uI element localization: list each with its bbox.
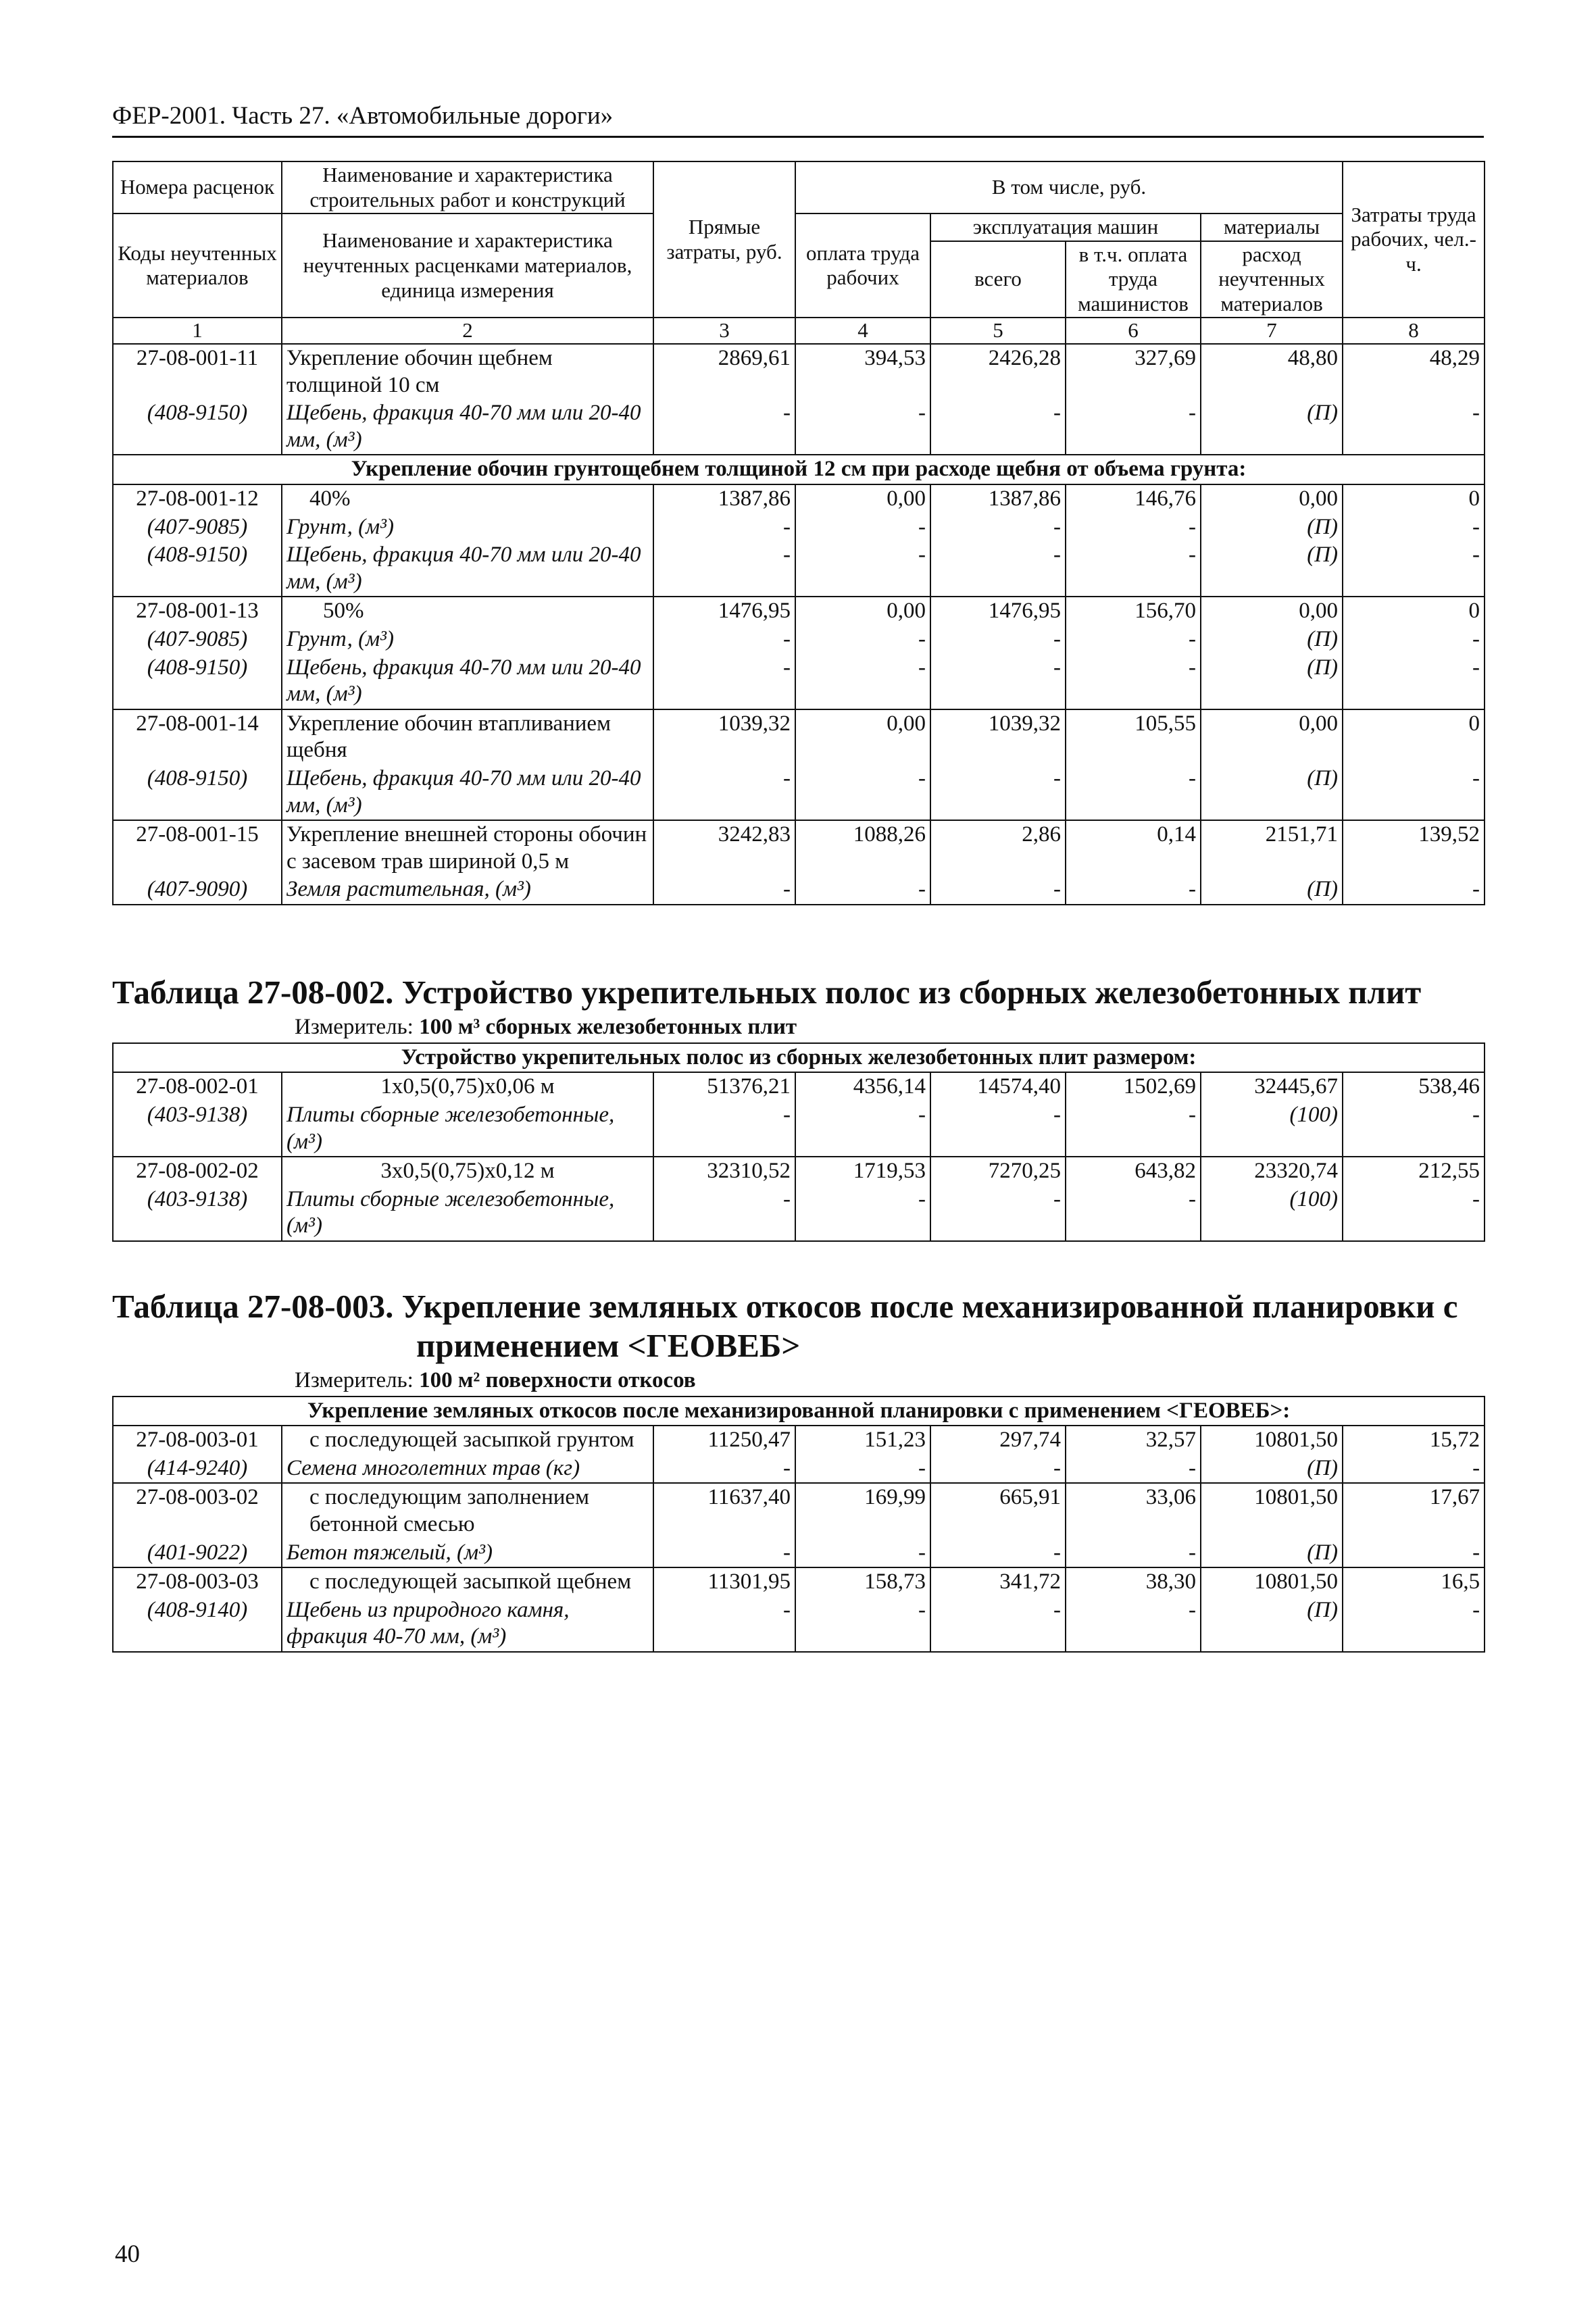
dash-cell: - [1066, 399, 1201, 455]
labor-hours: 538,46 [1343, 1072, 1485, 1101]
material-mark: (П) [1201, 876, 1343, 905]
dash-cell: - [930, 1455, 1066, 1484]
machinists-pay: 327,69 [1066, 344, 1201, 399]
labor-hours: 212,55 [1343, 1157, 1485, 1186]
dash-cell: - [930, 765, 1066, 820]
material-code: (407-9090) [113, 876, 282, 905]
dash-cell: - [653, 765, 795, 820]
material-code: (408-9150) [113, 654, 282, 709]
dash-cell: - [1066, 541, 1201, 597]
table-row [113, 1483, 1485, 1538]
col-number: 8 [1343, 318, 1485, 344]
col-header-1a: Номера расценок [113, 161, 282, 213]
material-code: (401-9022) [113, 1539, 282, 1568]
material-row [113, 1186, 1485, 1241]
direct-cost: 11250,47 [653, 1426, 795, 1455]
labor-pay: 4356,14 [795, 1072, 930, 1101]
dash-cell: - [795, 399, 930, 455]
table-row [113, 484, 1485, 513]
labor-hours: 15,72 [1343, 1426, 1485, 1455]
dash-cell: - [1343, 1101, 1485, 1157]
meter-line [112, 1015, 1484, 1040]
table-row [113, 1567, 1485, 1596]
material-mark: (П) [1201, 541, 1343, 597]
material-mark: (100) [1201, 1186, 1343, 1241]
direct-cost: 1387,86 [653, 484, 795, 513]
labor-pay: 394,53 [795, 344, 930, 399]
rate-code: 27-08-003-02 [113, 1483, 282, 1538]
machinists-pay: 33,06 [1066, 1483, 1201, 1538]
table-row [113, 709, 1485, 765]
materials-cost: 0,00 [1201, 709, 1343, 765]
machinists-pay: 146,76 [1066, 484, 1201, 513]
material-name: Щебень, фракция 40-70 мм или 20-40 мм, (м³) [282, 654, 653, 709]
labor-pay: 151,23 [795, 1426, 930, 1455]
machines-total: 2426,28 [930, 344, 1066, 399]
materials-cost: 10801,50 [1201, 1567, 1343, 1596]
material-code: (408-9150) [113, 541, 282, 597]
machinists-pay: 643,82 [1066, 1157, 1201, 1186]
material-mark: (П) [1201, 1596, 1343, 1652]
col-header-5: всего [930, 241, 1066, 318]
labor-hours: 48,29 [1343, 344, 1485, 399]
materials-cost: 48,80 [1201, 344, 1343, 399]
labor-hours: 17,67 [1343, 1483, 1485, 1538]
machines-total: 2,86 [930, 820, 1066, 876]
materials-cost: 2151,71 [1201, 820, 1343, 876]
section-title: Устройство укрепительных полос из сборных железобетонных плит размером: [113, 1043, 1485, 1073]
machines-total: 7270,25 [930, 1157, 1066, 1186]
work-name: с последующим заполнением бетонной смесью [282, 1483, 653, 1538]
labor-pay: 1719,53 [795, 1157, 930, 1186]
machinists-pay: 105,55 [1066, 709, 1201, 765]
table-27-08-002 [112, 973, 1484, 1242]
material-name: Щебень, фракция 40-70 мм или 20-40 мм, (м³) [282, 541, 653, 597]
material-name: Щебень, фракция 40-70 мм или 20-40 мм, (м³) [282, 399, 653, 455]
meter-label: Измеритель: [295, 1014, 414, 1039]
rate-code: 27-08-001-14 [113, 709, 282, 765]
material-row [113, 399, 1485, 455]
materials-cost: 23320,74 [1201, 1157, 1343, 1186]
table-27-08-001 [112, 161, 1484, 905]
rate-code: 27-08-002-01 [113, 1072, 282, 1101]
material-row [113, 654, 1485, 709]
material-mark: (П) [1201, 1539, 1343, 1568]
machinists-pay: 156,70 [1066, 597, 1201, 626]
material-row [113, 626, 1485, 654]
dash-cell: - [1066, 876, 1201, 905]
dash-cell: - [795, 1596, 930, 1652]
material-row [113, 1596, 1485, 1652]
direct-cost: 51376,21 [653, 1072, 795, 1101]
col-number: 1 [113, 318, 282, 344]
section-header-row [113, 455, 1485, 484]
material-row [113, 876, 1485, 905]
direct-cost: 11301,95 [653, 1567, 795, 1596]
labor-pay: 1088,26 [795, 820, 930, 876]
dash-cell: - [1066, 626, 1201, 654]
material-name: Плиты сборные железобетонные, (м³) [282, 1186, 653, 1241]
col-header-2b: Наименование и характеристика неучтенных расценками материалов, единица измерения [282, 213, 653, 318]
machines-total: 1039,32 [930, 709, 1066, 765]
rate-code: 27-08-003-01 [113, 1426, 282, 1455]
dash-cell: - [1066, 513, 1201, 542]
meter-label: Измеритель: [295, 1367, 414, 1392]
col-header-1b: Коды неучтенных материалов [113, 213, 282, 318]
dash-cell: - [1066, 1186, 1201, 1241]
material-row [113, 513, 1485, 542]
material-code: (408-9140) [113, 1596, 282, 1652]
material-row [113, 765, 1485, 820]
machinists-pay: 1502,69 [1066, 1072, 1201, 1101]
materials-cost: 0,00 [1201, 484, 1343, 513]
work-name: Укрепление обочин щебнем толщиной 10 см [282, 344, 653, 399]
material-code: (408-9150) [113, 399, 282, 455]
direct-cost: 2869,61 [653, 344, 795, 399]
meter-line [112, 1368, 1484, 1393]
col-number: 2 [282, 318, 653, 344]
work-name: с последующей засыпкой грунтом [282, 1426, 653, 1455]
page-number: 40 [115, 2240, 140, 2268]
material-mark: (П) [1201, 1455, 1343, 1484]
material-name: Грунт, (м³) [282, 513, 653, 542]
machinists-pay: 32,57 [1066, 1426, 1201, 1455]
dash-cell: - [1343, 626, 1485, 654]
dash-cell: - [1066, 1101, 1201, 1157]
dash-cell: - [653, 399, 795, 455]
col-header-2a: Наименование и характеристика строительных работ и конструкций [282, 161, 653, 213]
col-header-incl: В том числе, руб. [795, 161, 1343, 213]
dash-cell: - [1343, 765, 1485, 820]
material-mark: (П) [1201, 513, 1343, 542]
dash-cell: - [1343, 654, 1485, 709]
dash-cell: - [795, 626, 930, 654]
dash-cell: - [795, 1539, 930, 1568]
work-name: Укрепление обочин втапливанием щебня [282, 709, 653, 765]
labor-hours: 0 [1343, 597, 1485, 626]
machines-total: 341,72 [930, 1567, 1066, 1596]
direct-cost: 3242,83 [653, 820, 795, 876]
materials-cost: 32445,67 [1201, 1072, 1343, 1101]
meter-value: 100 м³ сборных железобетонных плит [419, 1014, 797, 1039]
material-row [113, 1539, 1485, 1568]
dash-cell: - [930, 513, 1066, 542]
machines-total: 14574,40 [930, 1072, 1066, 1101]
material-name: Щебень, фракция 40-70 мм или 20-40 мм, (м³) [282, 765, 653, 820]
dash-cell: - [795, 654, 930, 709]
material-mark: (П) [1201, 626, 1343, 654]
dash-cell: - [930, 654, 1066, 709]
rates-table-3 [112, 1396, 1485, 1653]
material-code: (407-9085) [113, 513, 282, 542]
direct-cost: 11637,40 [653, 1483, 795, 1538]
dash-cell: - [930, 1186, 1066, 1241]
dash-cell: - [1343, 1455, 1485, 1484]
material-code: (407-9085) [113, 626, 282, 654]
col-header-7: расход неучтенных материалов [1201, 241, 1343, 318]
col-header-materials: материалы [1201, 213, 1343, 241]
dash-cell: - [653, 541, 795, 597]
machines-total: 297,74 [930, 1426, 1066, 1455]
labor-pay: 0,00 [795, 709, 930, 765]
rate-code: 27-08-001-13 [113, 597, 282, 626]
material-code: (414-9240) [113, 1455, 282, 1484]
labor-hours: 139,52 [1343, 820, 1485, 876]
dash-cell: - [1343, 1596, 1485, 1652]
direct-cost: 1476,95 [653, 597, 795, 626]
machines-total: 665,91 [930, 1483, 1066, 1538]
work-name: 3х0,5(0,75)х0,12 м [282, 1157, 653, 1186]
rates-table-2 [112, 1042, 1485, 1242]
col-number: 3 [653, 318, 795, 344]
table-title: Таблица 27-08-002. Устройство укрепительных полос из сборных железобетонных плит [112, 974, 1422, 1011]
material-row [113, 1101, 1485, 1157]
material-code: (403-9138) [113, 1186, 282, 1241]
labor-hours: 0 [1343, 709, 1485, 765]
machinists-pay: 0,14 [1066, 820, 1201, 876]
dash-cell: - [1066, 1455, 1201, 1484]
col-header-3: Прямые затраты, руб. [653, 161, 795, 318]
col-header-4: оплата труда рабочих [795, 213, 930, 318]
material-name: Земля растительная, (м³) [282, 876, 653, 905]
dash-cell: - [930, 1101, 1066, 1157]
machinists-pay: 38,30 [1066, 1567, 1201, 1596]
work-name: 50% [282, 597, 653, 626]
page-header: ФЕР-2001. Часть 27. «Автомобильные дороги» [112, 101, 1484, 138]
material-row [113, 541, 1485, 597]
table-row [113, 344, 1485, 399]
material-code: (403-9138) [113, 1101, 282, 1157]
material-name: Семена многолетних трав (кг) [282, 1455, 653, 1484]
labor-hours: 16,5 [1343, 1567, 1485, 1596]
section-title: Укрепление земляных откосов после механизированной планировки с применением <ГЕОВЕБ>: [113, 1397, 1485, 1426]
table-row [113, 1157, 1485, 1186]
col-header-6: в т.ч. оплата труда машинистов [1066, 241, 1201, 318]
machines-total: 1476,95 [930, 597, 1066, 626]
rate-code: 27-08-001-15 [113, 820, 282, 876]
dash-cell: - [930, 399, 1066, 455]
table-title-line2: применением <ГЕОВЕБ> [416, 1326, 801, 1364]
labor-pay: 158,73 [795, 1567, 930, 1596]
col-header-machines: эксплуатация машин [930, 213, 1201, 241]
rate-code: 27-08-002-02 [113, 1157, 282, 1186]
dash-cell: - [1343, 513, 1485, 542]
dash-cell: - [1343, 876, 1485, 905]
col-header-8: Затраты труда рабочих, чел.-ч. [1343, 161, 1485, 318]
work-name: Укрепление внешней стороны обочин с засевом трав шириной 0,5 м [282, 820, 653, 876]
section-title: Укрепление обочин грунтощебнем толщиной 12 см при расходе щебня от объема грунта: [113, 455, 1485, 484]
materials-cost: 10801,50 [1201, 1483, 1343, 1538]
dash-cell: - [930, 626, 1066, 654]
dash-cell: - [653, 654, 795, 709]
table-row [113, 820, 1485, 876]
dash-cell: - [795, 876, 930, 905]
col-number: 5 [930, 318, 1066, 344]
dash-cell: - [653, 626, 795, 654]
materials-cost: 10801,50 [1201, 1426, 1343, 1455]
material-name: Плиты сборные железобетонные, (м³) [282, 1101, 653, 1157]
dash-cell: - [653, 1455, 795, 1484]
dash-cell: - [795, 1455, 930, 1484]
labor-pay: 0,00 [795, 484, 930, 513]
section-header-row [113, 1397, 1485, 1426]
dash-cell: - [653, 1186, 795, 1241]
work-name: 1х0,5(0,75)х0,06 м [282, 1072, 653, 1101]
machines-total: 1387,86 [930, 484, 1066, 513]
dash-cell: - [653, 876, 795, 905]
dash-cell: - [795, 513, 930, 542]
rate-code: 27-08-001-11 [113, 344, 282, 399]
col-number: 4 [795, 318, 930, 344]
dash-cell: - [1343, 1186, 1485, 1241]
material-name: Грунт, (м³) [282, 626, 653, 654]
dash-cell: - [1066, 1596, 1201, 1652]
dash-cell: - [1066, 1539, 1201, 1568]
dash-cell: - [653, 1101, 795, 1157]
dash-cell: - [1066, 765, 1201, 820]
direct-cost: 1039,32 [653, 709, 795, 765]
material-mark: (П) [1201, 654, 1343, 709]
material-mark: (П) [1201, 399, 1343, 455]
rate-code: 27-08-003-03 [113, 1567, 282, 1596]
table-title [112, 1287, 1484, 1365]
dash-cell: - [1066, 654, 1201, 709]
table-27-08-003 [112, 1287, 1484, 1653]
table-row [113, 597, 1485, 626]
material-row [113, 1455, 1485, 1484]
labor-pay: 0,00 [795, 597, 930, 626]
section-header-row [113, 1043, 1485, 1073]
dash-cell: - [795, 1186, 930, 1241]
table-row [113, 1072, 1485, 1101]
work-name: с последующей засыпкой щебнем [282, 1567, 653, 1596]
meter-value: 100 м² поверхности откосов [419, 1367, 696, 1392]
dash-cell: - [1343, 399, 1485, 455]
direct-cost: 32310,52 [653, 1157, 795, 1186]
dash-cell: - [930, 541, 1066, 597]
material-name: Щебень из природного камня, фракция 40-70 мм, (м³) [282, 1596, 653, 1652]
dash-cell: - [795, 765, 930, 820]
dash-cell: - [653, 513, 795, 542]
work-name: 40% [282, 484, 653, 513]
dash-cell: - [1343, 1539, 1485, 1568]
rate-code: 27-08-001-12 [113, 484, 282, 513]
dash-cell: - [930, 876, 1066, 905]
dash-cell: - [795, 541, 930, 597]
dash-cell: - [1343, 541, 1485, 597]
labor-hours: 0 [1343, 484, 1485, 513]
col-number: 7 [1201, 318, 1343, 344]
material-name: Бетон тяжелый, (м³) [282, 1539, 653, 1568]
material-code: (408-9150) [113, 765, 282, 820]
materials-cost: 0,00 [1201, 597, 1343, 626]
material-mark: (100) [1201, 1101, 1343, 1157]
col-number: 6 [1066, 318, 1201, 344]
dash-cell: - [795, 1101, 930, 1157]
dash-cell: - [930, 1596, 1066, 1652]
dash-cell: - [653, 1596, 795, 1652]
labor-pay: 169,99 [795, 1483, 930, 1538]
rates-table-1 [112, 161, 1485, 905]
table-row [113, 1426, 1485, 1455]
material-mark: (П) [1201, 765, 1343, 820]
table-title-line1: Таблица 27-08-003. Укрепление земляных откосов после механизированной планировки с [112, 1288, 1458, 1325]
dash-cell: - [930, 1539, 1066, 1568]
dash-cell: - [653, 1539, 795, 1568]
